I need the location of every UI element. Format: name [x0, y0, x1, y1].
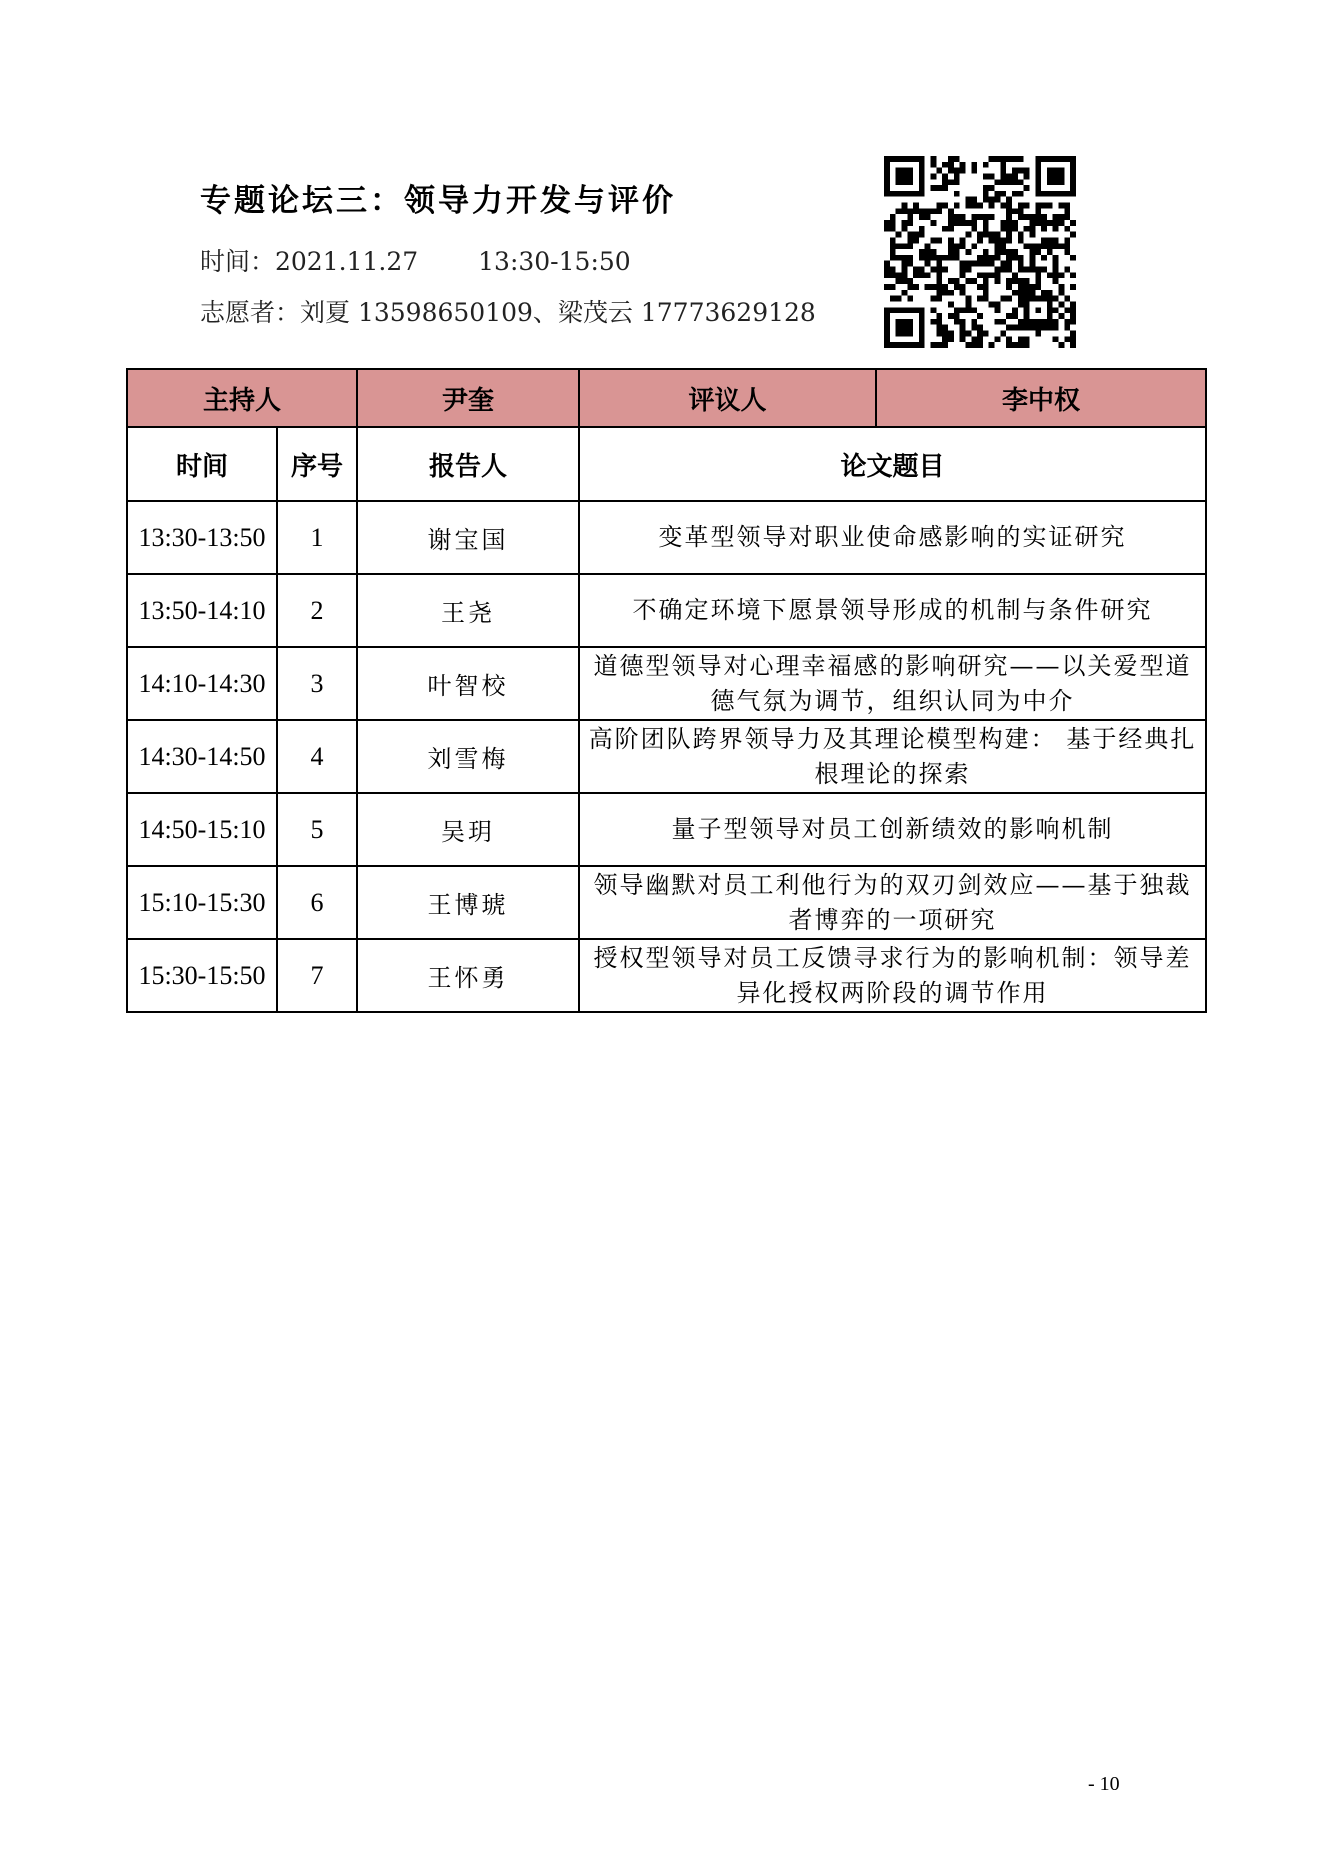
session-date: 时间：2021.11.27	[200, 247, 419, 276]
row-time: 15:10-15:30	[127, 866, 277, 939]
row-time: 15:30-15:50	[127, 939, 277, 1012]
session-time	[200, 242, 631, 278]
row-reporter: 王尧	[357, 574, 579, 647]
qr-code-icon	[884, 156, 1076, 348]
row-reporter: 刘雪梅	[357, 720, 579, 793]
column-header-reporter: 报告人	[357, 427, 579, 501]
row-reporter: 王博琥	[357, 866, 579, 939]
row-number: 3	[277, 647, 357, 720]
row-reporter: 王怀勇	[357, 939, 579, 1012]
row-time: 14:50-15:10	[127, 793, 277, 866]
row-paper-title: 道德型领导对心理幸福感的影响研究——以关爱型道德气氛为调节，组织认同为中介	[579, 647, 1206, 720]
session-time-range: 13:30-15:50	[478, 247, 631, 276]
volunteer-contacts: 志愿者：刘夏 13598650109、梁茂云 17773629128	[200, 298, 816, 327]
commentator-label: 评议人	[579, 369, 876, 427]
row-reporter: 吴玥	[357, 793, 579, 866]
page-number: - 10	[1088, 1773, 1120, 1795]
column-header-no: 序号	[277, 427, 357, 501]
schedule-table	[126, 368, 1207, 1013]
page-title: 专题论坛三：领导力开发与评价	[200, 183, 676, 219]
commentator-name: 李中权	[876, 369, 1206, 427]
row-paper-title: 领导幽默对员工利他行为的双刃剑效应——基于独裁者博弈的一项研究	[579, 866, 1206, 939]
column-header-paper: 论文题目	[579, 427, 1206, 501]
row-reporter: 叶智校	[357, 647, 579, 720]
table-row	[127, 501, 1206, 574]
row-number: 4	[277, 720, 357, 793]
row-number: 1	[277, 501, 357, 574]
row-time: 13:50-14:10	[127, 574, 277, 647]
column-header-time: 时间	[127, 427, 277, 501]
table-row	[127, 793, 1206, 866]
row-time: 14:30-14:50	[127, 720, 277, 793]
host-row	[127, 369, 1206, 427]
table-row	[127, 574, 1206, 647]
row-time: 13:30-13:50	[127, 501, 277, 574]
host-name: 尹奎	[357, 369, 579, 427]
row-paper-title: 授权型领导对员工反馈寻求行为的影响机制：领导差异化授权两阶段的调节作用	[579, 939, 1206, 1012]
table-row	[127, 866, 1206, 939]
row-number: 5	[277, 793, 357, 866]
row-paper-title: 高阶团队跨界领导力及其理论模型构建： 基于经典扎根理论的探索	[579, 720, 1206, 793]
row-reporter: 谢宝国	[357, 501, 579, 574]
row-number: 2	[277, 574, 357, 647]
row-paper-title: 量子型领导对员工创新绩效的影响机制	[579, 793, 1206, 866]
table-row	[127, 647, 1206, 720]
row-number: 7	[277, 939, 357, 1012]
table-row	[127, 939, 1206, 1012]
row-time: 14:10-14:30	[127, 647, 277, 720]
column-header-row	[127, 427, 1206, 501]
row-paper-title: 变革型领导对职业使命感影响的实证研究	[579, 501, 1206, 574]
row-paper-title: 不确定环境下愿景领导形成的机制与条件研究	[579, 574, 1206, 647]
table-row	[127, 720, 1206, 793]
host-label: 主持人	[127, 369, 357, 427]
row-number: 6	[277, 866, 357, 939]
